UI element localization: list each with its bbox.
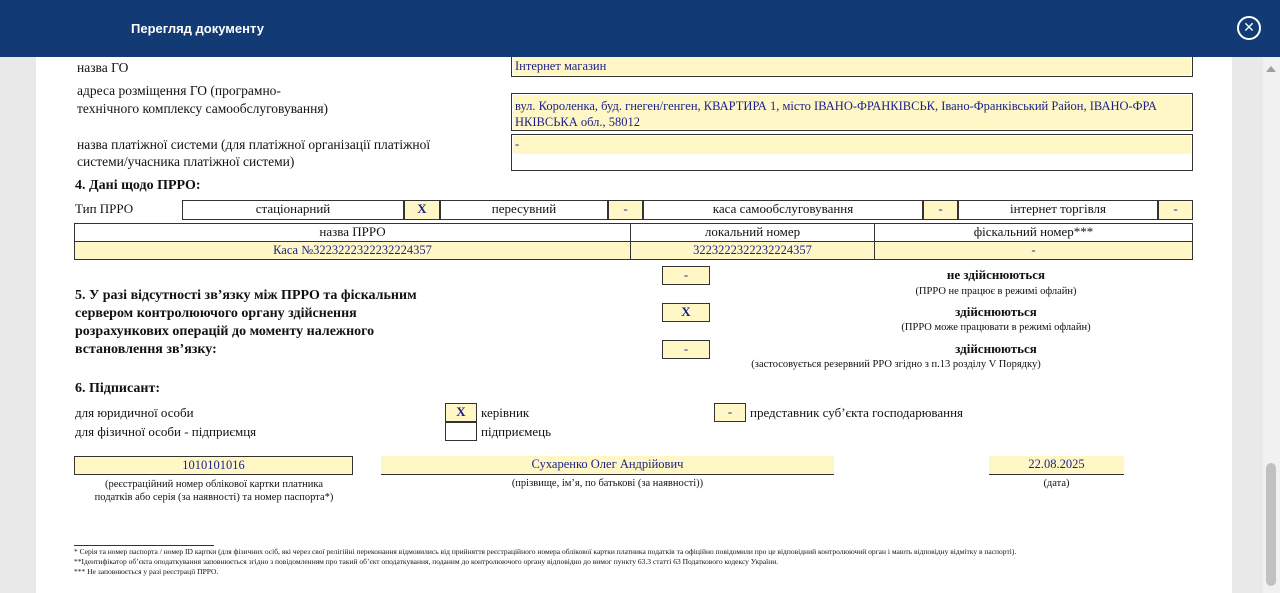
go-name-value: Інтернет магазин: [513, 57, 1191, 75]
signer-representative-mark: -: [714, 403, 746, 422]
signer-entrepreneur-mark: [445, 422, 477, 441]
table-cell-name: Каса №3223222322232224357: [74, 241, 631, 260]
go-address-value-line-1: вул. Короленка, буд. гнеген/генген, КВАРТИРА 1, місто ІВАНО-ФРАНКІВСЬК, Івано-Франківський Район, ІВАНО-ФРА: [515, 99, 1157, 113]
prro-type-mobile: пересувний: [440, 200, 608, 220]
date-caption: (дата): [1043, 478, 1070, 489]
go-address-label-1: адреса розміщення ГО (програмно-: [77, 83, 281, 98]
tax-id-caption-line-1: (реєстраційний номер облікової картки платника: [105, 479, 323, 490]
footnote-2: **Ідентифікатор об’єкта оподаткування заповнюється згідно з повідомленням про такий об’єкт оподаткування, поданим до контролюючого органу відповідно до вимог пункту 63.3 статті 63 Податкового кодексу України.: [74, 557, 779, 566]
offline-option-3-mark: -: [662, 340, 710, 359]
footnote-1: * Серія та номер паспорта / номер ID картки (для фізичних осіб, які через свої релігійні переконання відмовились від прийняття реєстраційного номера облікової картки платника податків та офіційно повідомили про це відповідний контролюючий орган і мають відповідну відмітку в паспорті).: [74, 547, 1017, 556]
tax-id-value: 1010101016: [74, 456, 353, 475]
scroll-up-arrow-icon[interactable]: [1266, 66, 1276, 72]
document-page: [36, 57, 1232, 593]
offline-option-1-note: (ПРРО не працює в режимі офлайн): [915, 286, 1077, 297]
prro-type-self-service-mark: -: [923, 200, 958, 220]
prro-type-stationary: стаціонарний: [182, 200, 404, 220]
offline-option-2-note: (ПРРО може працювати в режимі офлайн): [901, 322, 1091, 333]
signer-legal-label: для юридичної особи: [75, 405, 194, 420]
tax-id-caption: [64, 478, 364, 504]
payment-system-label-2: системи/учасника платіжної системи): [77, 154, 295, 169]
go-address-label-2: технічного комплексу самообслуговування): [77, 101, 329, 116]
offline-option-3-label: здійснюються: [955, 341, 1037, 356]
go-name-label: назва ГО: [77, 60, 129, 75]
go-address-value: [513, 95, 1191, 129]
payment-system-value: -: [513, 136, 1191, 154]
section5-title-line-2: сервером контролюючого органу здійснення: [75, 306, 357, 321]
section5-title-line-4: встановлення зв’язку:: [75, 342, 217, 357]
dialog-header: [0, 0, 1280, 57]
signer-entrepreneur-label: підприємець: [481, 424, 552, 439]
table-cell-fiscal-number: -: [874, 241, 1193, 260]
prro-type-stationary-mark: X: [404, 200, 440, 220]
section5-title-line-3: розрахункових операцій до моменту належного: [75, 324, 375, 339]
offline-option-3-note: (застосовується резервний РРО згідно з п.13 розділу V Порядку): [751, 359, 1041, 370]
offline-option-1-mark: -: [662, 266, 710, 285]
date-value: 22.08.2025: [989, 456, 1124, 475]
prro-type-mobile-mark: -: [608, 200, 643, 220]
table-cell-local-number: 3223222322232224357: [630, 241, 875, 260]
signer-representative-label: представник суб’єкта господарювання: [750, 405, 964, 420]
go-name-field: [511, 57, 1193, 77]
tax-id-caption-line-2: податків або серія (за наявності) та номер паспорта*): [94, 492, 334, 503]
prro-type-internet-mark: -: [1158, 200, 1193, 220]
offline-option-2-label: здійснюються: [955, 304, 1037, 319]
offline-option-2-mark: X: [662, 303, 710, 322]
payment-system-field: [511, 134, 1193, 171]
full-name-caption: (прізвище, ім’я, по батькові (за наявності)): [511, 478, 704, 489]
signer-individual-label: для фізичної особи - підприємця: [75, 424, 257, 439]
signer-head-mark: X: [445, 403, 477, 422]
section5-title-line-1: 5. У разі відсутності зв’язку між ПРРО та фіскальним: [75, 288, 417, 303]
table-header-fiscal-number: фіскальний номер***: [874, 223, 1193, 242]
go-address-field: [511, 93, 1193, 131]
go-address-value-line-2: НКІВСЬКА обл., 58012: [515, 115, 641, 129]
offline-option-1-label: не здійснюються: [946, 267, 1046, 282]
signer-head-label: керівник: [481, 405, 530, 420]
prro-type-internet: інтернет торгівля: [958, 200, 1158, 220]
table-header-local-number: локальний номер: [630, 223, 875, 242]
footnote-divider: [74, 545, 214, 546]
prro-type-self-service: каса самообслуговування: [643, 200, 923, 220]
section4-title: 4. Дані щодо ПРРО:: [75, 178, 201, 193]
dialog-title: Перегляд документу: [131, 21, 264, 36]
prro-type-label: Тип ПРРО: [75, 201, 134, 216]
table-header-name: назва ПРРО: [74, 223, 631, 242]
full-name-value: Сухаренко Олег Андрійович: [381, 456, 834, 475]
footnote-3: *** Не заповнюється у разі реєстрації ПРРО.: [74, 567, 219, 576]
close-icon[interactable]: ✕: [1237, 16, 1261, 40]
scrollbar-thumb[interactable]: [1266, 463, 1276, 586]
section6-title: 6. Підписант:: [75, 381, 160, 396]
payment-system-label-1: назва платіжної системи (для платіжної організації платіжної: [77, 137, 431, 152]
